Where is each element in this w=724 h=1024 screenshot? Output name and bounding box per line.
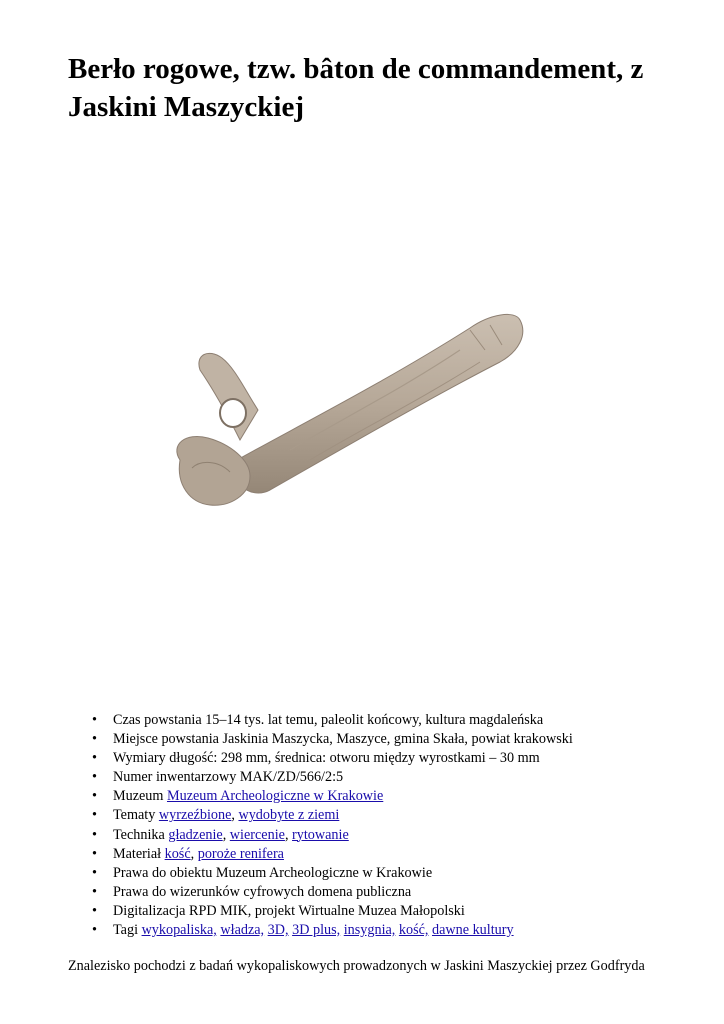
detail-muzeum: • Muzeum Muzeum Archeologiczne w Krakowie <box>92 787 692 806</box>
link-tag-6[interactable]: kość, <box>398 922 429 939</box>
link-tag-1[interactable]: wykopaliska, <box>141 922 217 939</box>
footer-text: Znalezisko pochodzi z badań wykopaliskowych prowadzonych w Jaskini Maszyckiej przez Godfryda <box>68 958 645 974</box>
antler-baton-image <box>140 300 540 530</box>
detail-technika: • Technika gładzenie, wiercenie, rytowanie <box>92 826 692 845</box>
link-tag-2[interactable]: władza, <box>220 922 265 939</box>
detail-digitalizacja: • Digitalizacja RPD MIK, projekt Wirtualne Muzea Małopolski <box>92 902 692 921</box>
link-tematy-1[interactable]: wyrzeźbione <box>158 807 232 824</box>
link-technika-3[interactable]: rytowanie <box>292 826 349 843</box>
detail-tagi: • Tagi wykopaliska, władza, 3D, 3D plus, insygnia, kość, dawne kultury <box>92 921 692 940</box>
link-muzeum[interactable]: Muzeum Archeologiczne w Krakowie <box>166 788 384 805</box>
link-tag-3[interactable]: 3D, <box>267 922 289 939</box>
detail-material: • Materiał kość, poroże renifera <box>92 845 692 864</box>
link-technika-1[interactable]: gładzenie <box>168 826 223 843</box>
link-tag-7[interactable]: dawne kultury <box>432 922 514 939</box>
link-material-2[interactable]: poroże renifera <box>197 845 284 862</box>
detail-miejsce-powstania: • Miejsce powstania Jaskinia Maszycka, Maszyce, gmina Skała, powiat krakowski <box>92 730 692 749</box>
artifact-photo <box>140 300 540 530</box>
link-technika-2[interactable]: wiercenie <box>229 826 285 843</box>
detail-wymiary: • Wymiary długość: 298 mm, średnica: otworu między wyrostkami – 30 mm <box>92 749 692 768</box>
detail-czas-powstania: • Czas powstania 15–14 tys. lat temu, paleolit końcowy, kultura magdaleńska <box>92 711 692 730</box>
detail-tematy: • Tematy wyrzeźbione, wydobyte z ziemi <box>92 806 692 825</box>
detail-prawa-do-wizerunkow: • Prawa do wizerunków cyfrowych domena publiczna <box>92 883 692 902</box>
details-list <box>92 711 692 940</box>
link-tag-4[interactable]: 3D plus, <box>292 922 341 939</box>
link-material-1[interactable]: kość <box>164 845 191 862</box>
page-title: Berło rogowe, tzw. bâton de commandement, z Jaskini Maszyckiej <box>68 53 644 123</box>
link-tematy-2[interactable]: wydobyte z ziemi <box>238 807 340 824</box>
detail-numer-inwentarzowy: • Numer inwentarzowy MAK/ZD/566/2:5 <box>92 768 692 787</box>
detail-prawa-do-obiektu: • Prawa do obiektu Muzeum Archeologiczne w Krakowie <box>92 864 692 883</box>
link-tag-5[interactable]: insygnia, <box>343 922 396 939</box>
